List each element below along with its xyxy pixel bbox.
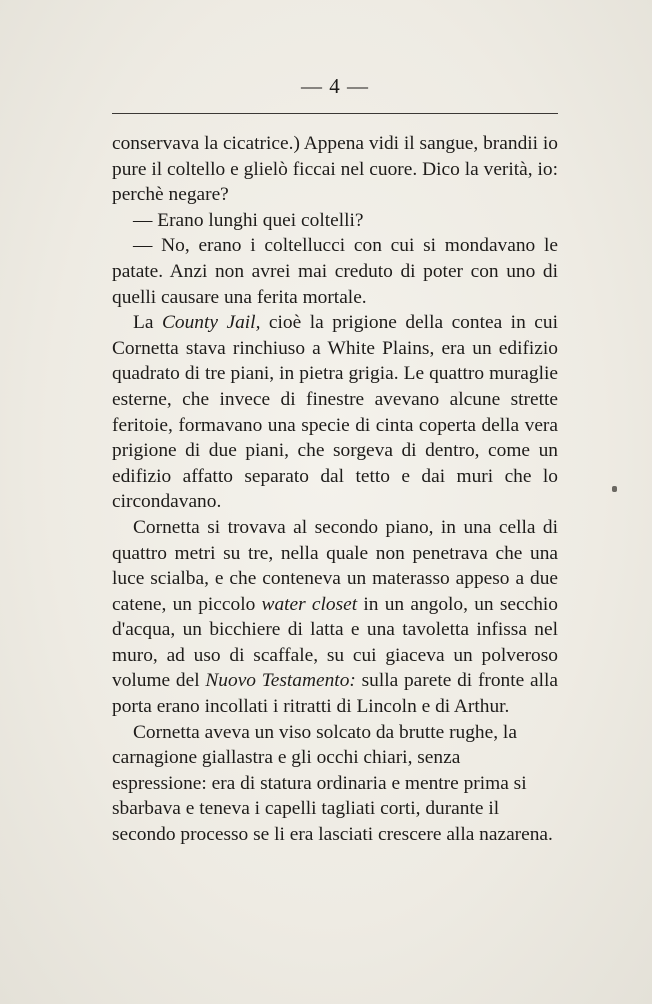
text-segment: — Erano lunghi quei coltelli? bbox=[133, 209, 364, 231]
paragraph-2 bbox=[112, 208, 558, 234]
italic-segment: water closet bbox=[261, 593, 358, 615]
body-text bbox=[112, 131, 558, 848]
text-segment: in un angolo, un secchio d'acqua, un bicchiere di latta e una tavoletta infissa nel muro, ad uso di scaffale, su cui giaceva un polveroso volume del bbox=[112, 593, 558, 692]
text-segment: Cornetta aveva un viso solcato da brutte rughe, la carnagione giallastra e gli occhi chiari, senza espressione: era di statura ordinaria e mentre prima si sbarbava e teneva i capelli tagliati corti, durante il secondo processo se li era lasciati crescere alla nazarena. bbox=[112, 721, 553, 846]
italic-segment: Nuovo Testamento: bbox=[205, 670, 356, 692]
page-number-header: — 4 — bbox=[301, 74, 369, 98]
text-segment: La bbox=[133, 312, 162, 334]
italic-segment: County Jail, bbox=[161, 312, 261, 334]
paragraph-5 bbox=[112, 515, 558, 720]
text-segment: sulla parete di fronte alla porta erano incollati i ritratti di Lincoln e di Arthur. bbox=[112, 670, 558, 718]
paragraph-1 bbox=[112, 131, 558, 208]
paper-speck bbox=[612, 486, 617, 492]
paragraph-6 bbox=[112, 720, 558, 848]
paragraph-4 bbox=[112, 310, 558, 515]
text-segment: — No, erano i coltellucci con cui si mondavano le patate. Anzi non avrei mai creduto di poter con uno di quelli causare una ferita mortale. bbox=[112, 235, 558, 308]
text-segment: Cornetta si trovava al secondo piano, in una cella di quattro metri su tre, nella quale non penetrava che una luce scialba, e che conteneva un materasso appeso a due catene, un piccolo bbox=[112, 516, 558, 615]
text-segment: conservava la cicatrice.) Appena vidi il sangue, brandii io pure il coltello e glielò ficcai nel cuore. Dico la verità, io: perchè negare? bbox=[112, 133, 558, 206]
paragraph-3 bbox=[112, 233, 558, 310]
header-rule bbox=[112, 113, 558, 114]
text-segment: cioè la prigione della contea in cui Cornetta stava rinchiuso a White Plains, era un edifizio quadrato di tre piani, in pietra grigia. Le quattro muraglie esterne, che invece di finestre avevano alcune strette feritoie, formavano una specie di cinta coperta della vera prigione di due piani, che sorgeva di dentro, come un edifizio affatto separato dal tetto e dai muri che lo circondavano. bbox=[112, 312, 558, 513]
